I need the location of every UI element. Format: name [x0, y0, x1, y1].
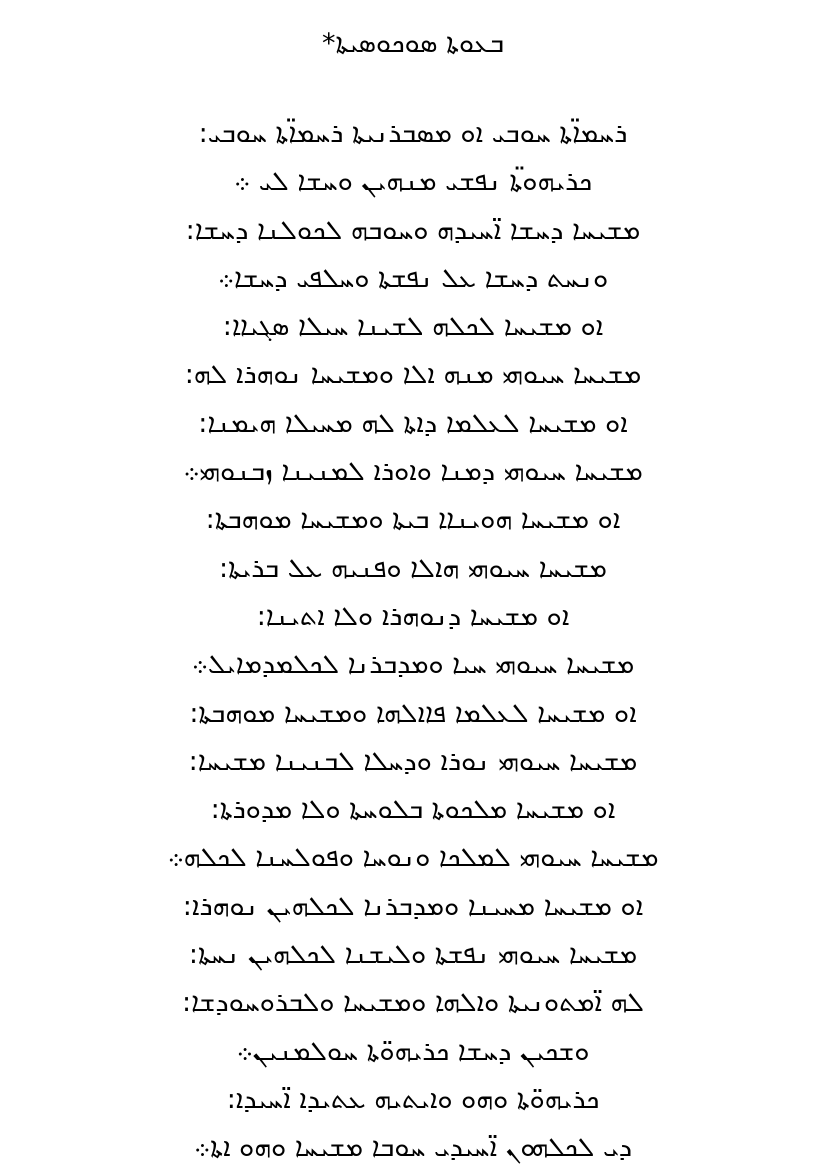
verse-line: ܐܘ ܡܫܝܚܐ ܡܠܟܘܬܐ ܒܠܘܚܬܐ ܘܠܐ ܡܕܘܪܬܐ: — [210, 794, 616, 826]
verse-line: ܕܝ ܠܟܠܗܘܢ ܐ̈ܚܝܕܝ ܚܘܒܐ ܡܫܝܚܐ ܘܗܘ ܐܬܐ܀ — [193, 1132, 633, 1164]
verse-line: ܡܫܝܚܐ ܚܝܘܗܝ ܚܝܐ ܘܡܕܒܪܢܐ ܠܟܠܡܕܡܐܝܠ܀ — [191, 649, 635, 681]
poem-body — [0, 112, 826, 1175]
verse-line: ܐܘ ܡܫܝܚܐ ܠܥܠܡܐ ܕܐܬܐ ܠܗ ܡܚܝܠܐ ܗܝܡܢܐ: — [198, 407, 628, 439]
verse-line: ܡܫܝܚܐ ܚܝܘܗܝ ܗܐܠܐ ܘܦܢܝܗ ܥܠ ܒܪܝܬܐ: — [219, 552, 607, 584]
verse-line: ܟܪܝܗܘܬ̈ܐ ܢܦܫܝ ܡܢܗܝܢ ܘܚܫܐ ܠܝ ܀ — [233, 166, 593, 198]
verse-line: ܘܢܚܬ ܕܚܫܐ ܥܠ ܢܦܫܬܐ ܘܚܠܦܝ ܕܚܫܐ܀ — [217, 262, 609, 294]
poem-title: ܒܥܘܬܐ ܣܘܟܘܣܝܬܐ* — [321, 28, 505, 59]
verse-line: ܐܘ ܡܫܝܚܐ ܠܟܠܗ ܠܫܝܢܐ ܚܝܠܐ ܣܓܝܐܐ: — [222, 311, 604, 343]
verse-line: ܡܫܝܚܐ ܚܝܘܗܝ ܢܘܪܐ ܘܕܚܠܐ ܠܒܢܝܢܐ ܡܫܝܚܐ: — [188, 745, 638, 777]
verse-line: ܡܫܝܚܐ ܚܝܘܗܝ ܢܦܫܬܐ ܘܠܝܫܢܐ ܠܟܠܗܝܢ ܢܚܬܐ: — [188, 939, 638, 971]
verse-line: ܡܫܝܚܐ ܚܝܘܗܝ ܠܡܠܟܐ ܘܢܘܚܐ ܘܦܘܠܚܢܐ ܠܟܠܗ܀ — [167, 842, 659, 874]
verse-line: ܟܪܝܗܘ̈ܬܐ ܘܗܘ ܘܐܝܬܝܗ ܥܬܝܕܐ ܐ̈ܚܝܕܐ: — [226, 1083, 600, 1115]
verse-line: ܡܫܝܚܐ ܕܚܫܐ ܐ̈ܚܝܕܗ ܘܚܘܒܗ ܠܟܘܠܢܐ ܕܚܫܐ: — [185, 214, 641, 246]
verse-line: ܪܚܡܐ̈ܬܐ ܚܘܒܝ ܐܘ ܡܣܒܪܢܝܬܐ ܪܚܡܐ̈ܬܐ ܚܘܒܝ: — [198, 118, 628, 149]
verse-line: ܐܘ ܡܫܝܚܐ ܗܘܝܢܐܐ ܒܝܬܐ ܘܡܫܝܚܐ ܡܘܗܒܬܐ: — [205, 504, 621, 536]
verse-line: ܡܫܝܚܐ ܚܝܘܗܝ ܕܡܢܐ ܘܐܘܪܐ ܠܡܢܝܢܐ ܙܒܢܘܗܝ܀ — [183, 456, 643, 488]
verse-line: ܡܫܝܚܐ ܚܝܘܗܝ ܡܢܗ ܐܠܐ ܘܡܫܝܚܐ ܢܘܗܪܐ ܠܗ: — [184, 359, 642, 391]
verse-line: ܐܘ ܡܫܝܚܐ ܕܢܘܗܪܐ ܘܠܐ ܐܬܝܢܐ: — [256, 600, 570, 632]
verse-line: ܠܗ ܐ̈ܡܬܘܢܝܬܐ ܘܐܠܗܐ ܘܡܫܝܚܐ ܘܠܒܪܘܚܘܕܫܐ: — [181, 987, 645, 1019]
verse-line: ܐܘ ܡܫܝܚܐ ܠܥܠܡܐ ܦܐܐܠܗܐ ܘܡܫܝܚܐ ܡܘܗܒܬܐ: — [189, 697, 637, 729]
verse-line: ܐܘ ܡܫܝܚܐ ܡܚܝܢܐ ܘܡܕܒܪܢܐ ܠܟܠܗܝܢ ܢܘܗܪܐ: — [182, 890, 644, 922]
verse-line: ܘܫܟܝܢ ܕܚܫܐ ܟܪܝܗܘ̈ܬܐ ܚܘܠܡܢܝܢ܀ — [236, 1035, 590, 1067]
